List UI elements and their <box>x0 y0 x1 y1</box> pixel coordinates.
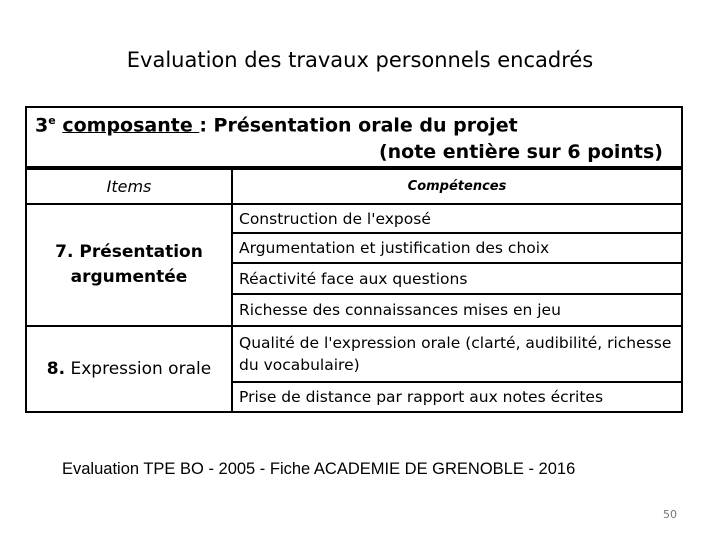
page-title: Evaluation des travaux personnels encadrés <box>126 48 594 72</box>
item-label-wrap <box>47 359 211 379</box>
competence-text: Construction de l'exposé <box>239 209 431 228</box>
competence-row <box>231 262 683 295</box>
section-title <box>35 114 518 136</box>
page-number: 50 <box>663 508 677 521</box>
item-label: 7. Présentation argumentée <box>55 242 203 287</box>
competence-row <box>231 293 683 327</box>
competence-row <box>231 325 683 383</box>
competence-text: Réactivité face aux questions <box>239 269 468 288</box>
competence-row <box>231 381 683 413</box>
section-label: composante <box>62 114 200 137</box>
competence-row <box>231 232 683 264</box>
header-competences-label: Compétences <box>407 179 507 194</box>
section-number: 3 <box>35 114 49 137</box>
competence-text: Qualité de l'expression orale (clarté, audibilité, richesse du vocabulaire) <box>239 334 672 374</box>
competence-text: Argumentation et justification des choix <box>239 239 550 257</box>
footer-source: Evaluation TPE BO - 2005 - Fiche ACADEMIE DE GRENOBLE - 2016 <box>62 460 576 478</box>
section-superscript: e <box>48 114 56 127</box>
item-presentation <box>25 203 233 327</box>
section-header <box>25 106 683 168</box>
section-text: : Présentation orale du projet <box>199 114 518 137</box>
competence-text: Richesse des connaissances mises en jeu <box>239 301 561 319</box>
item-label: Expression orale <box>70 359 212 379</box>
header-items-label: Items <box>106 177 152 196</box>
competence-text: Prise de distance par rapport aux notes écrites <box>239 388 604 406</box>
header-competences <box>231 168 683 205</box>
header-items <box>25 168 233 205</box>
item-number: 8. <box>46 359 66 379</box>
item-expression <box>25 325 233 413</box>
section-note: (note entière sur 6 points) <box>378 141 663 163</box>
competence-row <box>231 203 683 234</box>
